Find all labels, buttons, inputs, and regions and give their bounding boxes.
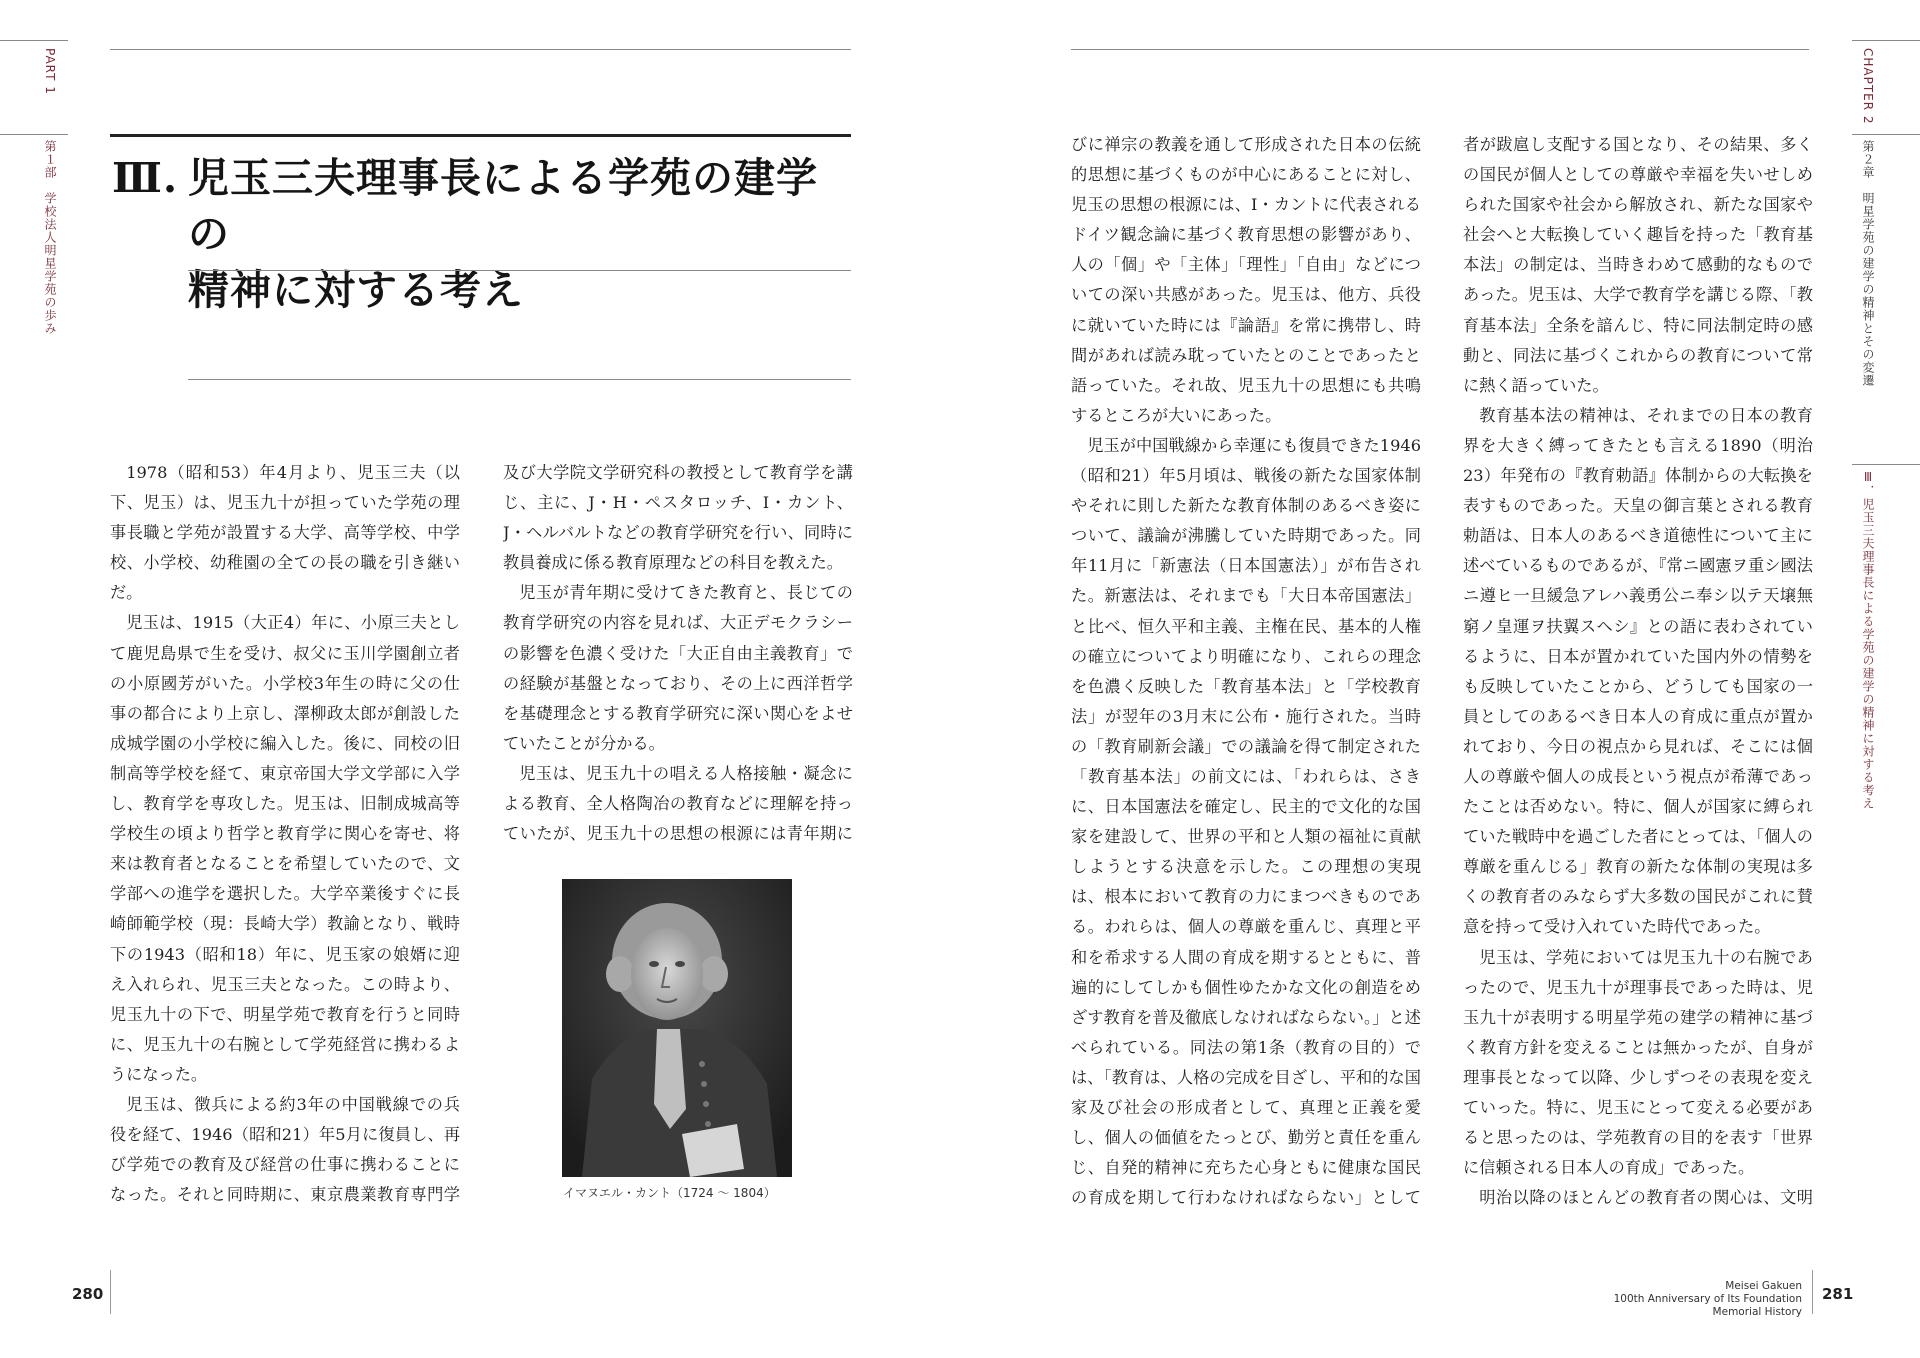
- running-section-label: Ⅲ．児玉三夫理事長による学苑の建学の精神に対する考え: [1861, 470, 1875, 810]
- footer-line-1: Meisei Gakuen: [1725, 1280, 1802, 1292]
- body-column-1: [110, 458, 460, 1208]
- paragraph: 児玉は、1915（大正4）年に、小原三夫として鹿児島県で生を受け、叔父に玉川学園創立者の小原國芳がいた。小学校3年生の時に父の仕事の都合により上京し、澤柳政太郎が創設した成城学園の小学校に編入した。後に、同校の旧制高等学校を経て、東京帝国大学文学部に入学し、教育学を専攻した。児玉は、旧制成城高等学校生の頃より哲学と教育学に関心を寄せ、将来は教育者となることを希望していたので、文学部への進学を選択した。大学卒業後すぐに長崎師範学校（現：長崎大学）教諭となり、戦時下の1943（昭和18）年に、児玉家の娘婿に迎え入れられ、児玉三夫となった。この時より、児玉九十の下で、明星学苑で教育を行うと同時に、児玉九十の右腕として学苑経営に携わるようになった。: [110, 613, 460, 1084]
- section-title: [188, 150, 853, 318]
- portrait-illustration: [562, 879, 792, 1177]
- body-column-3: [1071, 130, 1421, 1210]
- body-column-2: [503, 458, 853, 848]
- paragraph: 及び大学院文学研究科の教授として教育学を講じ、主に、J・H・ペスタロッチ、I・カント、J・ヘルバルトなどの教育学研究を行い、同時に教員養成に係る教育原理などの科目を教えた。: [503, 463, 853, 573]
- footer-line-2: 100th Anniversary of Its Foundation: [1613, 1293, 1802, 1305]
- intro-rule: [188, 379, 851, 380]
- book-title-footer: [1580, 1280, 1802, 1319]
- running-chapter-label-right: 第２章 明星学苑の建学の精神とその変遷: [1861, 140, 1875, 387]
- left-margin-rule-2: [0, 134, 68, 135]
- left-top-rule: [110, 49, 851, 50]
- paragraph: 者が跋扈し支配する国となり、その結果、多くの国民が個人としての尊厳や幸福を失いせしめられた国家や社会から解放され、新たな国家や社会へと大転換していく趣旨を持った「教育基本法」の制定は、当時きわめて感動的なものであった。児玉は、大学で教育学を講じる際、「教育基本法」全条を諳んじ、特に同法制定時の感動と、同法に基づくこれからの教育について常に熱く語っていた。: [1463, 135, 1813, 395]
- paragraph: 児玉は、徴兵による約3年の中国戦線での兵役を経て、1946（昭和21）年5月に復員し、再び学苑での教育及び経営の仕事に携わることになった。それと同時期に、東京農業教育専門学: [110, 1094, 460, 1205]
- paragraph: 明治以降のほとんどの教育者の関心は、文明: [1479, 1188, 1813, 1208]
- right-margin-rule: [1852, 40, 1920, 41]
- page-number-left: 280: [72, 1285, 104, 1303]
- section-title-line-1: 児玉三夫理事長による学苑の建学の: [188, 154, 818, 258]
- running-chapter-en-label: CHAPTER 2: [1861, 48, 1875, 125]
- footer-divider-right: [1812, 1270, 1813, 1314]
- right-top-rule: [1071, 49, 1809, 50]
- footer-divider-left: [110, 1270, 111, 1314]
- title-bottom-rule: [188, 270, 851, 271]
- kant-portrait-image: [562, 879, 792, 1177]
- paragraph: 児玉が青年期に受けてきた教育と、長じての教育学研究の内容を見れば、大正デモクラシーの影響を色濃く受けた「大正自由主義教育」での経験が基盤となっており、その上に西洋哲学を基礎理念とする教育学研究に深い関心をよせていたことが分かる。: [503, 583, 853, 753]
- page-number-right: 281: [1822, 1285, 1854, 1303]
- paragraph: びに禅宗の教義を通して形成された日本の伝統的思想に基づくものが中心にあることに対し、児玉の思想の根源には、I・カントに代表されるドイツ観念論に基づく教育思想の影響があり、人の「個」や「主体」「理性」「自由」などについての深い共感があった。児玉は、他方、兵役に就いていた時には『論語』を常に携帯し、時間があれば読み耽っていたとのことであったと語っていた。それ故、児玉九十の思想にも共鳴するところが大いにあった。: [1071, 135, 1421, 425]
- left-margin-rule: [0, 40, 68, 41]
- section-title-line-2: 精神に対する考え: [188, 266, 524, 314]
- running-chapter-label: 第１部 学校法人明星学苑の歩み: [43, 140, 57, 335]
- paragraph: 児玉は、児玉九十の唱える人格接触・凝念による教育、全人格陶冶の教育などに理解を持っていたが、児玉九十の思想の根源には青年期に: [503, 763, 853, 844]
- paragraph: 児玉が中国戦線から幸運にも復員できた1946（昭和21）年5月頃は、戦後の新たな国家体制やそれに則した新たな教育体制のあるべき姿について、議論が沸騰していた時期であった。同年11月に「新憲法（日本国憲法）」が布告された。新憲法は、それまでも「大日本帝国憲法」と比べ、恒久平和主義、主権在民、基本的人権の確立についてより明確になり、これらの理念を色濃く反映した「教育基本法」と「学校教育法」が翌年の3月末に公布・施行された。当時の「教育刷新会議」での議論を得て制定された「教育基本法」の前文には、「われらは、さきに、日本国憲法を確定し、民主的で文化的な国家を建設して、世界の平和と人類の福祉に貢献しようとする決意を示した。この理想の実現は、根本において教育の力にまつべきものである。われらは、個人の尊厳を重んじ、真理と平和を希求する人間の育成を期するとともに、普遍的にしてしかも個性ゆたかな文化の創造をめざす教育を普及徹底しなければならない。」と述べられている。同法の第1条（教育の目的）では、「教育は、人格の完成を目ざし、平和的な国家及び社会の形成者として、真理と正義を愛し、個人の価値をたっとび、勤労と責任を重んじ、自発的精神に充ちた心身ともに健康な国民の育成を期して行わなければならない」として: [1071, 435, 1421, 1208]
- body-column-4: [1463, 130, 1813, 1210]
- right-margin-rule-3: [1852, 464, 1920, 465]
- paragraph: 児玉は、学苑においては児玉九十の右腕であったので、児玉九十が理事長であった時は、児玉九十が表明する明星学苑の建学の精神に基づく教育方針を変えることは無かったが、自身が理事長となって以降、少しずつその表現を変えていった。特に、児玉にとって変える必要があると思ったのは、学苑教育の目的を表す「世界に信頼される日本人の育成」であった。: [1463, 947, 1813, 1178]
- portrait-caption: イマヌエル・カント（1724 ～ 1804）: [563, 1186, 776, 1200]
- paragraph: 1978（昭和53）年4月より、児玉三夫（以下、児玉）は、児玉九十が担っていた学苑の理事長職と学苑が設置する大学、高等学校、中学校、小学校、幼稚園の全ての長の職を引き継いだ。: [110, 463, 460, 603]
- running-part-label: PART 1: [43, 48, 57, 95]
- right-margin-rule-2: [1852, 134, 1920, 135]
- paragraph: 教育基本法の精神は、それまでの日本の教育界を大きく縛ってきたとも言える1890（明治23）年発布の『教育勅語』体制からの大転換を表すものであった。天皇の御言葉とされる教育勅語は、日本人のあるべき道徳性について主に述べているものであるが、『常ニ國憲ヲ重シ國法ニ遵ヒ一旦緩急アレハ義勇公ニ奉シ以テ天壌無窮ノ皇運ヲ扶翼スヘシ』との語に表わされているように、日本が置かれていた国内外の情勢をも反映していたことから、どうしても国家の一員としてのあるべき日本人の育成に重点が置かれており、今日の視点から見れば、そこには個人の尊厳や個人の成長という視点が希薄であったことは否めない。特に、個人が国家に縛られていた戦時中を過ごした者にとっては、「個人の尊厳を重んじる」教育の新たな体制の実現は多くの教育者のみならず大多数の国民がこれに賛意を持って受け入れていた時代であった。: [1463, 405, 1813, 937]
- section-title-number: Ⅲ.: [112, 154, 179, 202]
- title-top-rule: [110, 134, 851, 137]
- footer-line-3: Memorial History: [1712, 1306, 1802, 1318]
